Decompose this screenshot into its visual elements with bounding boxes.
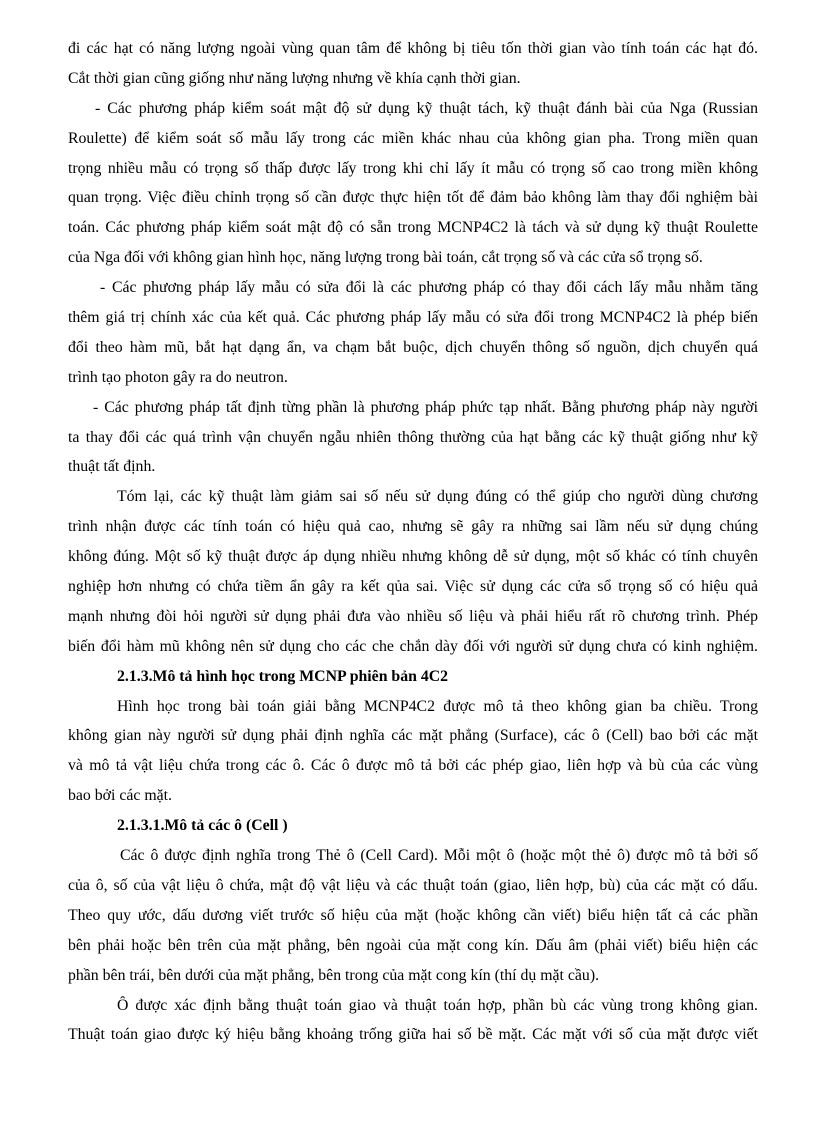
subsection-heading: 2.1.3.1.Mô tả các ô (Cell ) xyxy=(117,817,288,835)
text-line: trọng nhiều mẫu có trọng số thấp được lấy trong khi chỉ lấy ít mẫu có trọng số cao trong miền không xyxy=(68,159,758,177)
text-line: thêm giá trị chính xác của kết quả. Các phương pháp lấy mẫu có sửa đổi trong MCNP4C2 là phép biến xyxy=(68,309,758,327)
text-line: Ô được xác định bằng thuật toán giao và thuật toán hợp, phần bù các vùng trong không gian. xyxy=(117,996,758,1014)
section-heading: 2.1.3.Mô tả hình học trong MCNP phiên bản 4C2 xyxy=(117,667,449,685)
text-line: quan trọng. Việc điều chỉnh trọng số cần được thực hiện tốt để đảm bảo không làm thay đổi nghiệm bài xyxy=(68,189,758,207)
text-line: ta thay đổi các quá trình vận chuyển ngẫu nhiên thông thường của hạt bằng các kỹ thuật giống như kỹ xyxy=(68,428,758,446)
text-line: nghiệp hơn nhưng có chứa tiềm ẩn gây ra kết qủa sai. Việc sử dụng các cửa sổ trọng số có hiệu quả xyxy=(68,578,758,596)
text-line: bên phải hoặc bên trên của mặt phẳng, bên ngoài của mặt cong kín. Dấu âm (phải viết) biểu hiện các xyxy=(68,936,758,954)
text-line: toán. Các phương pháp kiểm soát mật độ có sẵn trong MCNP4C2 là tách và sử dụng kỹ thuật Roulette xyxy=(68,219,758,237)
text-line: Hình học trong bài toán giải bằng MCNP4C2 được mô tả theo không gian ba chiều. Trong xyxy=(117,697,758,715)
text-line: thuật tất định. xyxy=(68,458,156,476)
paragraph xyxy=(68,692,758,812)
text-line: không đúng. Một số kỹ thuật được áp dụng nhiều nhưng không dễ sử dụng, một số khác có tính chuyên xyxy=(68,548,758,566)
text-line: Tóm lại, các kỹ thuật làm giảm sai số nếu sử dụng đúng có thể giúp cho người dùng chương xyxy=(117,488,758,506)
text-line: Theo quy ước, dấu dương viết trước số hiệu của mặt (hoặc không cần viết) biểu hiện tất cả các phần xyxy=(68,906,758,924)
paragraph xyxy=(68,991,758,1051)
text-line: biến đổi hàm mũ không nên sử dụng cho các che chắn dày đối với người sử dụng chưa có kinh nghiệm. xyxy=(68,637,758,655)
text-line: - Các phương pháp kiểm soát mật độ sử dụng kỹ thuật tách, kỹ thuật đánh bài của Nga (Russian xyxy=(95,99,758,117)
paragraph xyxy=(68,393,758,483)
text-line: không gian này người sử dụng phải định nghĩa các mặt phẳng (Surface), các ô (Cell) bao bởi các mặt xyxy=(68,727,758,745)
text-line: đổi theo hàm mũ, bắt hạt dạng ẩn, va chạm bắt buộc, dịch chuyển thông số nguồn, dịch chuyển quá xyxy=(68,338,758,356)
text-line: Các ô được định nghĩa trong Thẻ ô (Cell Card). Mỗi một ô (hoặc một thẻ ô) được mô tả bởi số xyxy=(120,847,758,865)
text-line: và mô tả vật liệu chứa trong các ô. Các ô được mô tả bởi các phép giao, liên hợp và bù của các vùng xyxy=(68,757,758,775)
text-line: đi các hạt có năng lượng ngoài vùng quan tâm để không bị tiêu tốn thời gian vào tính toán các hạt đó. xyxy=(68,40,758,57)
text-line: Thuật toán giao được ký hiệu bằng khoảng trống giữa hai số bề mặt. Các mặt với số của mặt được viết xyxy=(68,1026,758,1044)
text-line: bao bởi các mặt. xyxy=(68,787,172,805)
text-line: trình tạo photon gây ra do neutron. xyxy=(68,368,288,386)
text-line: - Các phương pháp tất định từng phần là phương pháp phức tạp nhất. Bằng phương pháp này người xyxy=(93,398,758,416)
paragraph xyxy=(68,273,758,393)
paragraph xyxy=(68,34,758,94)
document-page xyxy=(68,34,758,1050)
text-line: phần bên trái, bên dưới của mặt phẳng, bên trong của mặt cong kín (thí dụ mặt cầu). xyxy=(68,966,600,984)
text-line: - Các phương pháp lấy mẫu có sửa đổi là các phương pháp có thay đổi cách lấy mẫu nhằm tăng xyxy=(100,279,758,297)
text-line: Roulette) để kiểm soát số mẫu lấy trong các miền khác nhau của không gian pha. Trong miền quan xyxy=(68,129,758,147)
text-line: mạnh nhưng đòi hỏi người sử dụng phải đưa vào nhiều số liệu và phải hiểu rất rõ chương trình. Phép xyxy=(68,607,758,625)
text-line: Cắt thời gian cũng giống như năng lượng nhưng về khía cạnh thời gian. xyxy=(68,69,521,87)
paragraph xyxy=(68,94,758,273)
text-line: của Nga đối với không gian hình học, năng lượng trong bài toán, cắt trọng số và các cửa sổ trọng số. xyxy=(68,249,703,267)
text-line: của ô, số của vật liệu ô chứa, mật độ vật liệu và các thuật toán (giao, liên hợp, bù) của các mặt có dấu. xyxy=(68,876,758,894)
text-line: trình nhận được các tính toán có hiệu quả cao, nhưng sẽ gây ra những sai lầm nếu sử dụng chúng xyxy=(68,518,758,536)
paragraph xyxy=(68,841,758,990)
paragraph xyxy=(68,482,758,661)
